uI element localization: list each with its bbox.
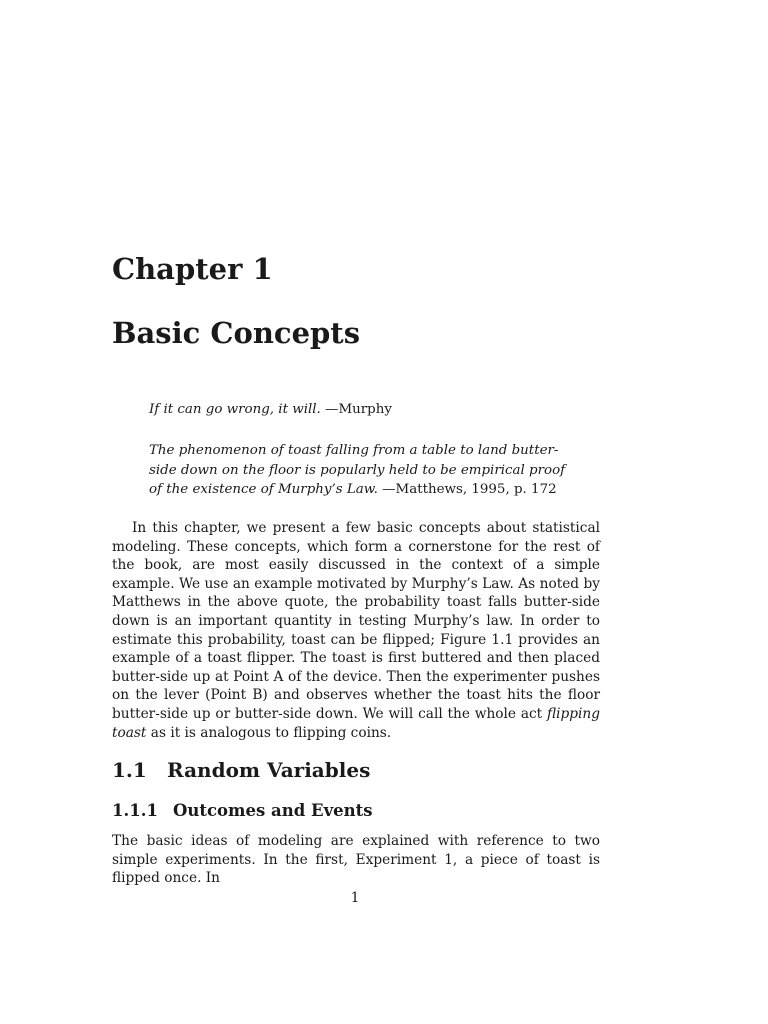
section-title: Random Variables	[167, 758, 371, 782]
section-heading	[112, 757, 370, 783]
page-number: 1	[350, 890, 360, 906]
epigraph-quote: If it can go wrong, it will.	[149, 402, 321, 417]
section-paragraph: The basic ideas of modeling are explained with reference to two simple experiments. In the first, Experiment 1, a piece of toast is flipped once. In	[112, 833, 600, 887]
epigraph-quote: The phenomenon of toast falling from a table to land butter-side down on the floor is popularly held to be empirical proof of the existence of Murphy’s Law.	[149, 443, 566, 497]
epigraph-murphy	[149, 400, 579, 420]
epigraph-matthews	[149, 441, 579, 500]
chapter-title: Basic Concepts	[112, 316, 361, 350]
intro-paragraph-text: In this chapter, we present a few basic concepts about statistical modeling. These concepts, which form a cornerstone for the rest of the book, are most easily discussed in the context of a simple example. We use an example motivated by Murphy’s Law. As noted by Matthews in the above quote, the probability toast falls butter-side down is an important quantity in testing Murphy’s law. In order to estimate this probability, toast can be flipped; Figure 1.1 provides an example of a toast flipper. The toast is first buttered and then placed butter-side up at Point A of the device. Then the experimenter pushes on the lever (Point B) and observes whether the toast hits the floor butter-side up or butter-side down. We will call the whole act	[112, 520, 600, 722]
section-number: 1.1	[112, 758, 147, 782]
epigraph-attribution: —Matthews, 1995, p. 172	[377, 482, 557, 497]
epigraph-attribution: —Murphy	[320, 402, 392, 417]
subsection-number: 1.1.1	[112, 801, 158, 820]
subsection-title: Outcomes and Events	[173, 801, 373, 820]
intro-paragraph-emphasis: flipping toast	[112, 705, 600, 741]
chapter-label: Chapter 1	[112, 252, 273, 286]
intro-paragraph-tail: as it is analogous to flipping coins.	[146, 724, 392, 741]
subsection-heading	[112, 800, 373, 822]
intro-paragraph	[112, 519, 600, 742]
